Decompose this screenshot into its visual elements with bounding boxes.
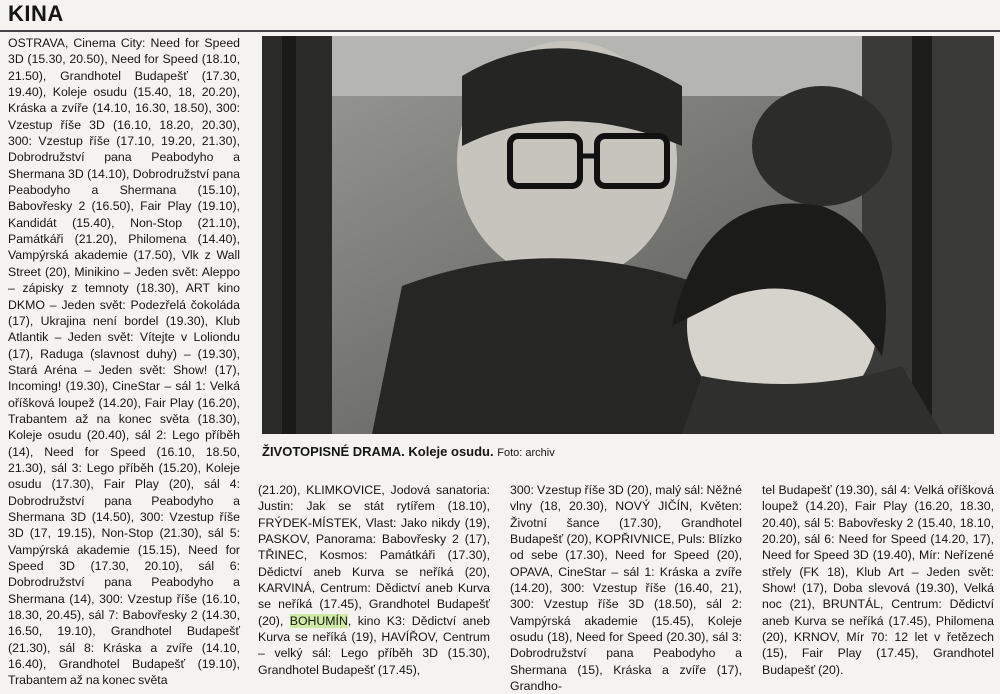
- listing-column-3: 300: Vzestup říše 3D (20), malý sál: Něžné vlny (18, 20.30), NOVÝ JIČÍN, Květen: Životní šance (17.30), Grandhotel Budapešť (20), KOPŘIVNICE, Puls: Blízko od sebe (17.30), Need for Speed (20), OPAVA, CineStar – sál 1: Kráska a zvíře (14.20), 300: Vzestup říše (16.40, 21), 300: Vzestup říše 3D (18.50), sál 2: Vampýrská akademie (15.45), Koleje osudu (18), Need for Speed (20.30), sál 3: Dobrodružství pana Peabodyho a Shermana (15), Kráska a zvíře (17), Grandho-: [510, 483, 742, 694]
- col2-text-start: (21.20), KLIMKOVICE, Jodová sanatoria: Justin: Jak se stát rytířem (18.10), FRÝDEK-MÍSTEK, Vlast: Jako nikdy (19), PASKOV, Panorama: Babovřesky 2 (17), TŘINEC, Kosmos: Památkáři (17.30), Dědictví aneb Kurva se neříká (20), KARVINÁ, Centrum: Dědictví aneb Kurva se neříká (17.45), Grandhotel Budapešť (20),: [258, 483, 490, 628]
- section-title: KINA: [8, 1, 64, 26]
- listing-column-2: [258, 482, 490, 678]
- highlighted-town: BOHUMÍN: [289, 613, 348, 628]
- listing-column-1: OSTRAVA, Cinema City: Need for Speed 3D (15.30, 20.50), Need for Speed (18.10, 21.50), Grandhotel Budapešť (17.30, 19.40), Koleje osudu (15.40, 18, 20.20), Kráska a zvíře (14.10, 16.30, 18.50), 300: Vzestup říše 3D (16.10, 18.20, 20.30), 300: Vzestup říše (17.10, 19.20, 21.30), Dobrodružství pana Peabodyho a Shermana 3D (14.10), Dobrodružství pana Peabodyho a Shermana (15.10), Babovřesky 2 (16.50), Fair Play (19.10), Kandidát (15.40), Non-Stop (21.10), Památkáři (21.20), Philomena (14.40), Vampýrská akademie (17.50), Vlk z Wall Street (20), Minikino – Jeden svět: Aleppo – zápisky z temnoty (18.30), ART kino DKMO – Jeden svět: Podezřelá čokoláda (17), Ukrajina není bordel (19.30), Klub Atlantik – Jeden svět: Vítejte v Loliondu (17), Raduga (slavnost duhy) – (19.30), Stará Aréna – Jeden svět: Show! (17), Incoming! (19.30), CineStar – sál 1: Velká oříšková loupež (14.20), Fair Play (16.20), Trabantem až na konec světa (18.30), Koleje osudu (20.40), sál 2: Lego příběh (14), Need for Speed (16.10, 18.50, 21.30), sál 3: Lego příběh (15.20), Koleje osudu (17.30), Fair Play (20), sál 4: Dobrodružství pana Peabodyho a Shermana 3D (14.50), 300: Vzestup říše 3D (17, 19.15), Non-Stop (21.30), sál 5: Vampýrská akademie (15.15), Need for Speed 3D (17.30, 20.10), sál 6: Dobrodružství pana Peabodyho a Shermana (14), 300: Vzestup říše (16.10, 18.30, 20.45), sál 7: Babovřesky 2 (14.30, 16.50, 19.10), Grandhotel Budapešť (21.30), sál 8: Kráska a zvíře (14.10, 16.40), Grandhotel Budapešť (19.10), Trabantem až na konec světa: [8, 36, 240, 688]
- col2-text-end: , kino K3: Dědictví aneb Kurva se neříká (19), HAVÍŘOV, Centrum – velký sál: Lego příběh 3D (15.30), Grandhotel Budapešť (17.45),: [258, 613, 491, 677]
- section-header: [0, 0, 1000, 32]
- caption-title: ŽIVOTOPISNÉ DRAMA. Koleje osudu.: [262, 444, 494, 459]
- photo-caption: [262, 443, 994, 462]
- caption-credit: Foto: archiv: [497, 447, 555, 459]
- article-photo: [262, 36, 994, 434]
- photo-illustration: [262, 36, 994, 434]
- listing-column-4: tel Budapešť (19.30), sál 4: Velká oříšková loupež (14.20), Fair Play (16.20, 18.30, 20.40), sál 5: Babovřesky 2 (15.40, 18.10, 20.20), sál 6: Need for Speed (14.20, 17), Need for Speed 3D (19.40), Mír: Neřízené střely (FK 18), Klub Art – Jeden svět: Show! (17), Doba slevová (19.30), Velká noc (21), BRUNTÁL, Centrum: Dědictví aneb Kurva se neříká (17.45), Philomena (20), KRNOV, Mír 70: 12 let v řetězech (15), Fair Play (17.45), Grandhotel Budapešť (20).: [762, 483, 994, 677]
